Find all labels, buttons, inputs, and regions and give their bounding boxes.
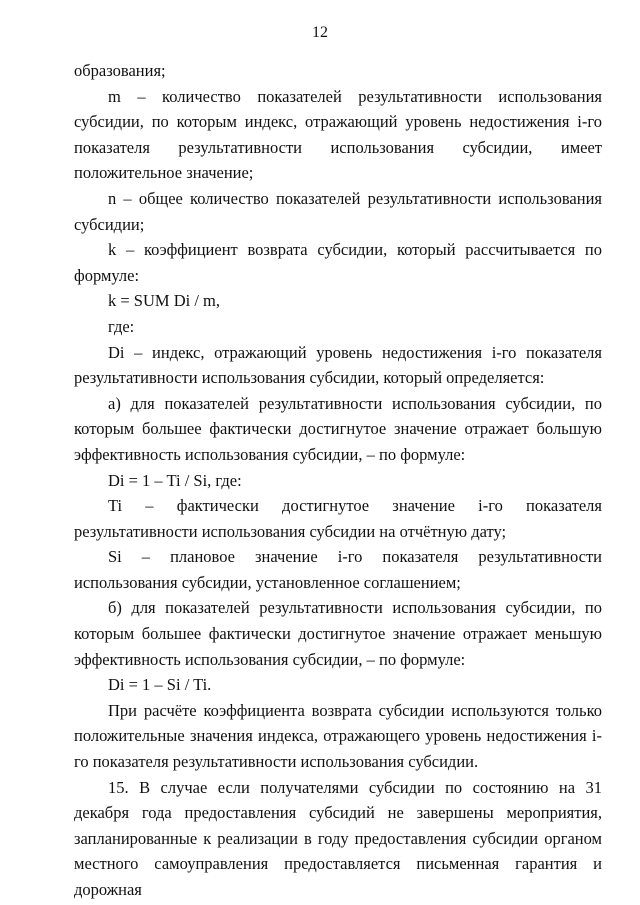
paragraph-continuation: образования; <box>74 61 166 80</box>
definition-k: k – коэффициент возврата субсидии, который рассчитывается по формуле: <box>74 240 602 285</box>
definition-n: n – общее количество показателей результативности использования субсидии; <box>74 188 602 234</box>
definition-m: m – количество показателей результативности использования субсидии, по которым индекс, отражающий уровень недостижения i-го показателя результативности использования субсидии, имеет положительное значение; <box>74 86 602 183</box>
formula-di-b: Di = 1 – Si / Ti. <box>108 675 212 695</box>
formula-k: k = SUM Di / m, <box>108 291 220 311</box>
where-label: где: <box>108 316 135 336</box>
calculation-note: При расчёте коэффициента возврата субсидии используются только положительные значения индекса, отражающего уровень недостижения i-го показателя результативности использования субсидии. <box>74 700 602 772</box>
clause-15: 15. В случае если получателями субсидии по состоянию на 31 декабря года предоставления субсидий не завершены мероприятия, запланированные к реализации в году предоставления субсидии органом местного самоуправления предоставляется письменная гарантия и дорожная <box>74 777 602 899</box>
definition-si: Si – плановое значение i-го показателя результативности использования субсидии, установленное соглашением; <box>74 547 602 592</box>
page-number: 12 <box>312 24 328 41</box>
document-body <box>74 58 602 903</box>
definition-di: Di – индекс, отражающий уровень недостижения i-го показателя результативности использования субсидии, который определяется: <box>74 342 602 388</box>
definition-ti: Ti – фактически достигнутое значение i-го показателя результативности использования субсидии на отчётную дату; <box>74 496 602 541</box>
formula-di-a: Di = 1 – Ti / Si, где: <box>108 470 242 490</box>
clause-b: б) для показателей результативности использования субсидии, по которым большее фактически достигнутое значение отражает меньшую эффективность использования субсидии, – по формуле: <box>74 598 602 669</box>
clause-a: а) для показателей результативности использования субсидии, по которым большее фактически достигнутое значение отражает большую эффективность использования субсидии, – по формуле: <box>74 393 602 464</box>
